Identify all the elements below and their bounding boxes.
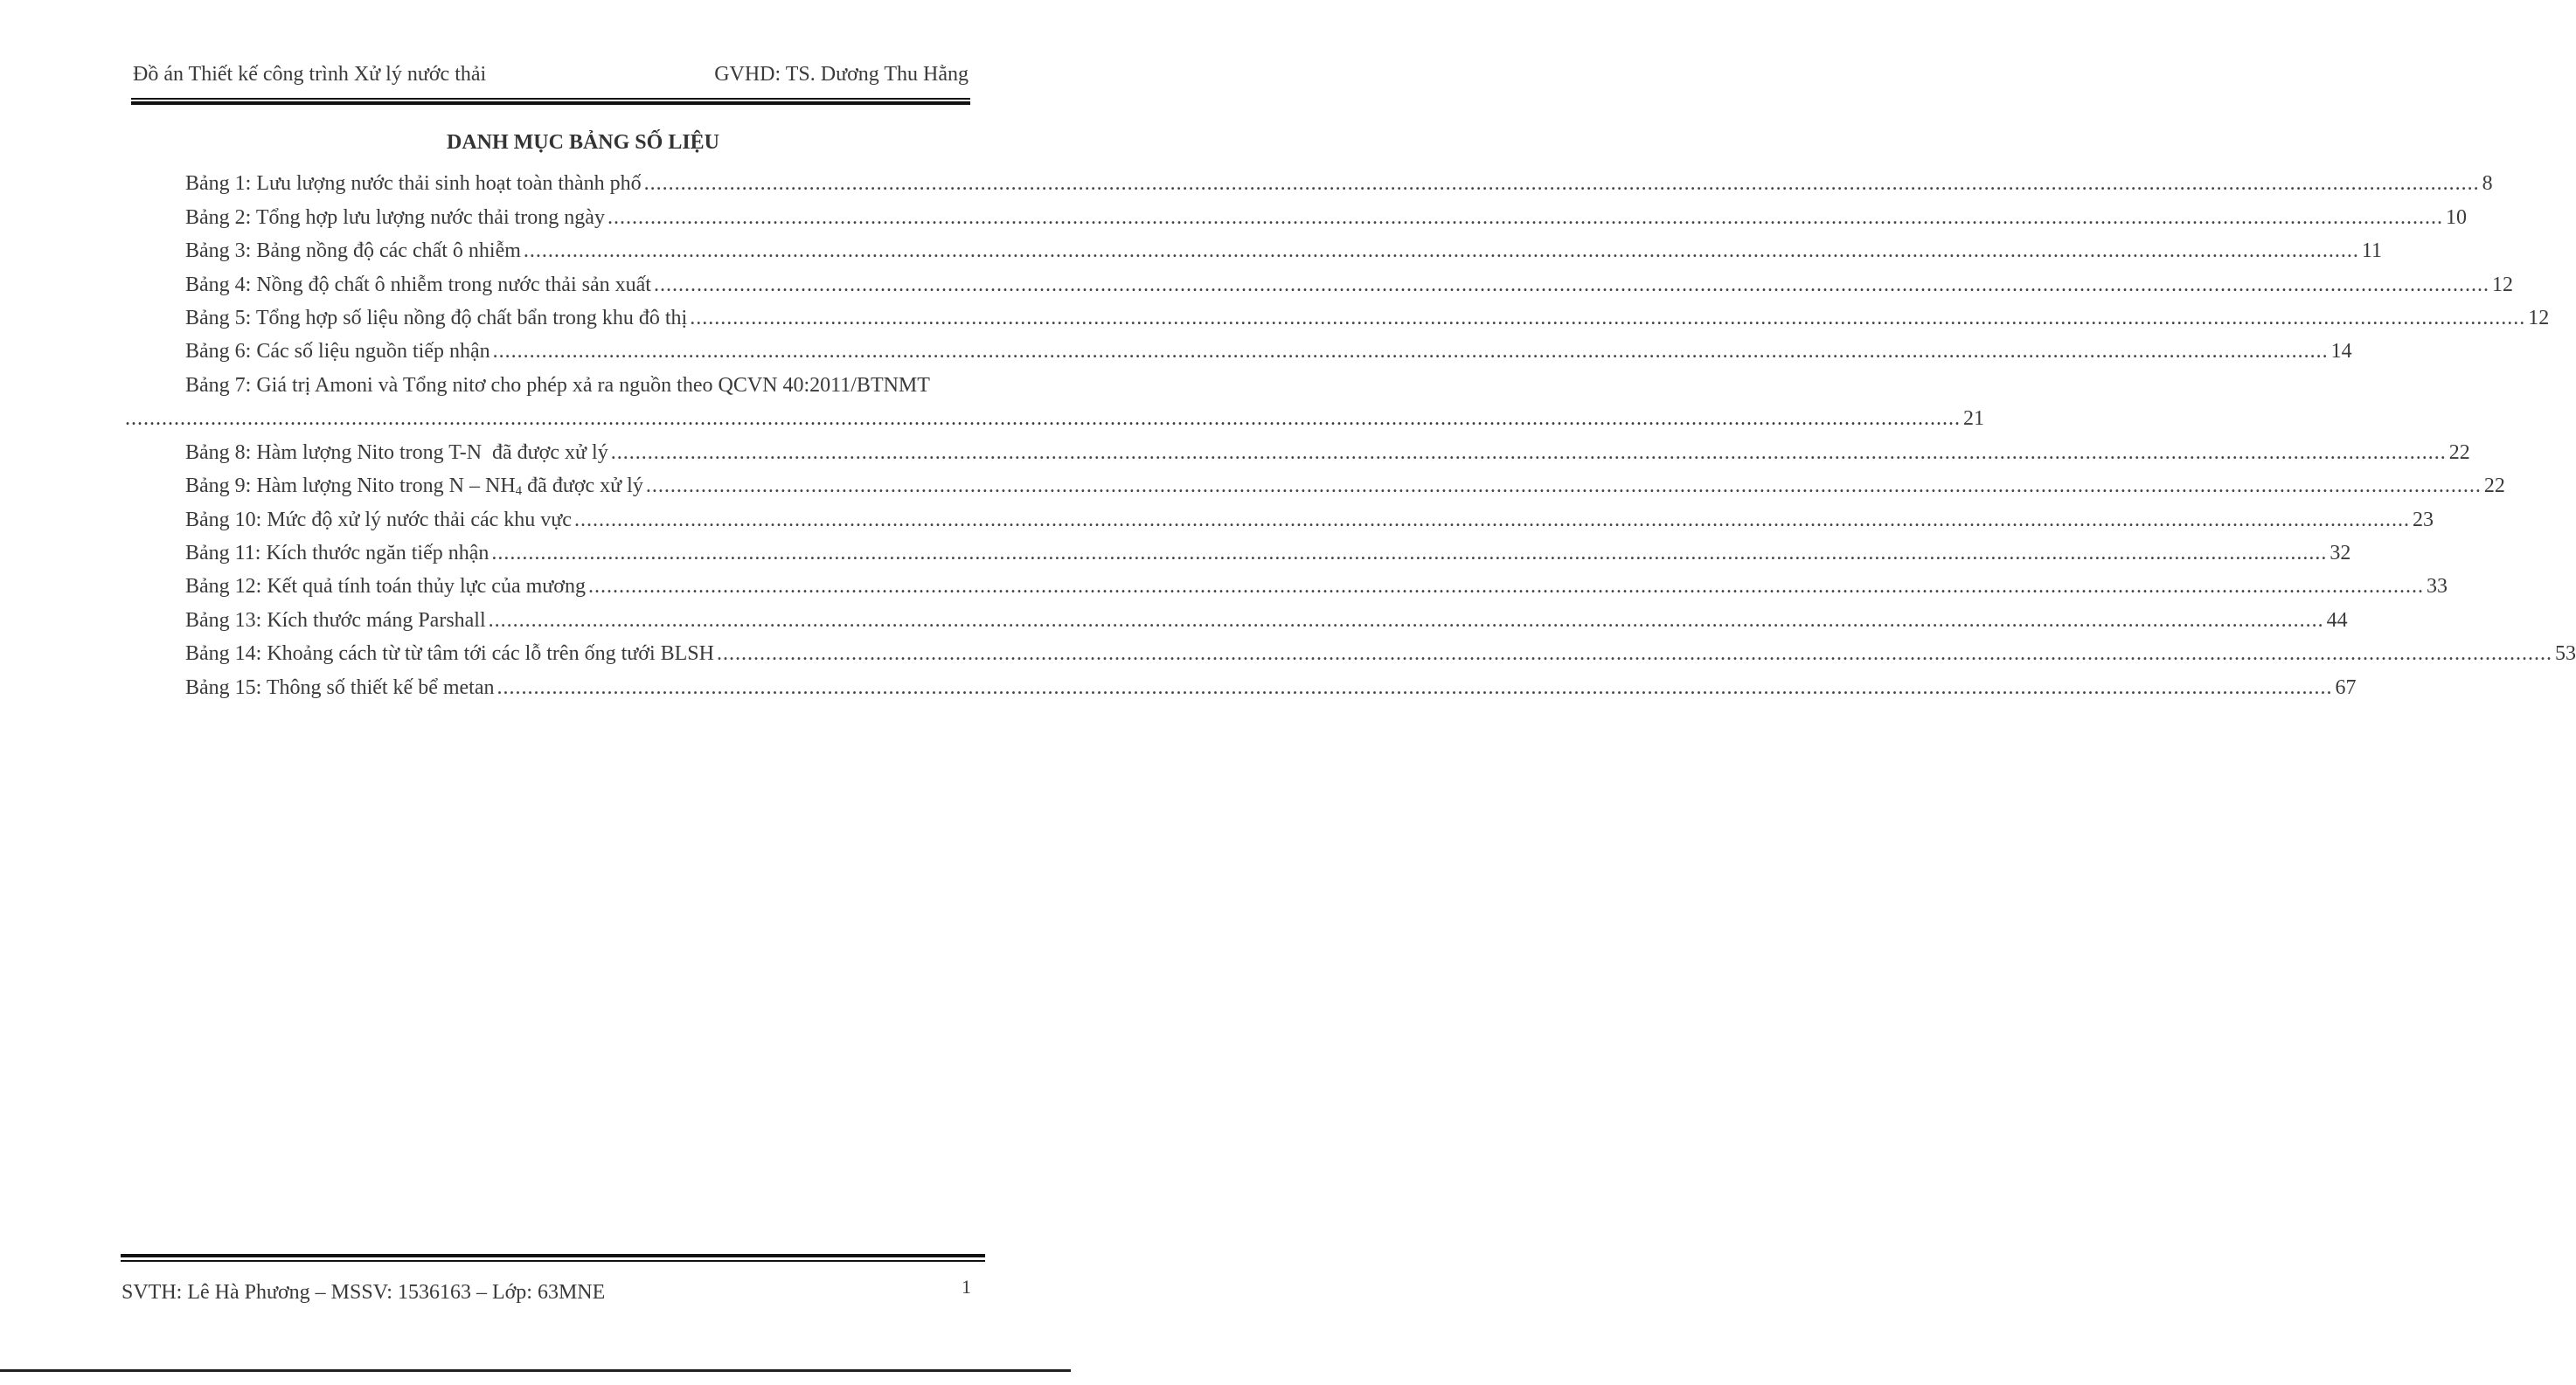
toc-entry-continuation[interactable] <box>125 405 1984 432</box>
toc-entry-page: 44 <box>2326 609 2348 632</box>
dot-leader: ............................................................................................................................................................................................................................................................................................................ <box>607 206 2443 229</box>
toc-entry-text: Bảng 14: Khoảng cách từ từ tâm tới các lỗ trên ống tưới BLSH <box>185 642 714 665</box>
toc-entry-page: 32 <box>2330 542 2351 564</box>
toc-entry-page: 53 <box>2554 642 2576 665</box>
toc-entry[interactable] <box>185 170 2493 197</box>
toc-entry-page: 67 <box>2335 676 2357 699</box>
toc-entry-page: 22 <box>2483 474 2505 497</box>
toc-entry-page: 14 <box>2330 340 2352 363</box>
toc-entry[interactable] <box>185 641 2576 667</box>
toc-entry[interactable] <box>185 540 2351 566</box>
toc-entry-text: Bảng 9: Hàm lượng Nito trong N – $NH_4$ đã được xử lý <box>185 474 643 498</box>
page-number: 1 <box>962 1276 971 1298</box>
toc-entry-page: 21 <box>1963 407 1984 430</box>
toc-entry-page: 11 <box>2361 239 2383 262</box>
dot-leader: ............................................................................................................................................................................................................................................................................................................ <box>653 274 2489 296</box>
toc-entry-page: 33 <box>2426 575 2448 598</box>
dot-leader: ............................................................................................................................................................................................................................................................................................................ <box>492 340 2329 363</box>
toc-entry-text: Bảng 1: Lưu lượng nước thải sinh hoạt toàn thành phố <box>185 172 642 195</box>
toc-entry[interactable] <box>185 440 2470 466</box>
toc-entry-text: Bảng 4: Nồng độ chất ô nhiễm trong nước thải sản xuất <box>185 274 651 296</box>
toc-entry-text: Bảng 3: Bảng nồng độ các chất ô nhiễm <box>185 239 521 262</box>
toc-entry-text: Bảng 5: Tổng hợp số liệu nồng độ chất bẩn trong khu đô thị <box>185 307 688 329</box>
dot-leader: ............................................................................................................................................................................................................................................................................................................ <box>488 609 2324 632</box>
toc-entry-page: 23 <box>2412 509 2434 531</box>
dot-leader: ............................................................................................................................................................................................................................................................................................................ <box>643 172 2480 195</box>
toc-entry-text: Bảng 8: Hàm lượng Nito trong T-N đã được xử lý <box>185 441 608 464</box>
page-header-left: Đồ án Thiết kế công trình Xử lý nước thải <box>133 63 487 86</box>
page-bottom-edge <box>0 1369 1071 1372</box>
toc-entry-page: 10 <box>2445 206 2467 229</box>
dot-leader: ............................................................................................................................................................................................................................................................................................................ <box>716 642 2552 665</box>
toc-entry[interactable] <box>185 204 2467 231</box>
toc-entry-text: Bảng 10: Mức độ xử lý nước thải các khu vực <box>185 509 572 531</box>
toc-entry-text: Bảng 6: Các số liệu nguồn tiếp nhận <box>185 340 490 363</box>
toc-entry[interactable] <box>185 372 985 398</box>
dot-leader: ............................................................................................................................................................................................................................................................................................................ <box>573 509 2410 531</box>
footer-rule-thin <box>121 1260 985 1262</box>
toc-entry-text: Bảng 12: Kết quả tính toán thủy lực của mương <box>185 575 586 598</box>
toc-entry[interactable] <box>185 272 2513 298</box>
toc-entry-page: 12 <box>2491 274 2513 296</box>
toc-entry-page: 8 <box>2482 172 2493 195</box>
toc-entry-page: 22 <box>2448 441 2470 464</box>
toc-entry[interactable] <box>185 507 2434 533</box>
page-footer-left: SVTH: Lê Hà Phương – MSSV: 1536163 – Lớp: 63MNE <box>122 1281 606 1304</box>
toc-entry-text: Bảng 2: Tổng hợp lưu lượng nước thải trong ngày <box>185 206 605 229</box>
page-title: DANH MỤC BẢNG SỐ LIỆU <box>446 131 720 154</box>
toc-entry-text: Bảng 15: Thông số thiết kế bể metan <box>185 676 495 699</box>
toc-entry[interactable] <box>185 607 2348 634</box>
dot-leader: ............................................................................................................................................................................................................................................................................................................ <box>690 307 2526 329</box>
toc-entry[interactable] <box>185 305 2550 331</box>
toc-entry-text: Bảng 11: Kích thước ngăn tiếp nhận <box>185 542 490 564</box>
toc-entry[interactable] <box>185 573 2448 599</box>
toc-entry[interactable] <box>185 675 2357 701</box>
toc-entry-page: 12 <box>2528 307 2550 329</box>
dot-leader: ............................................................................................................................................................................................................................................................................................................ <box>610 441 2447 464</box>
dot-leader: ............................................................................................................................................................................................................................................................................................................ <box>587 575 2424 598</box>
footer-rule-thick <box>121 1254 985 1257</box>
page-header-right: GVHD: TS. Dương Thu Hằng <box>714 63 969 86</box>
dot-leader: ............................................................................................................................................................................................................................................................................................................ <box>125 407 1961 430</box>
toc-entry[interactable] <box>185 338 2352 364</box>
dot-leader: ............................................................................................................................................................................................................................................................................................................ <box>491 542 2328 564</box>
toc-entry-text: Bảng 13: Kích thước máng Parshall <box>185 609 486 632</box>
dot-leader: ............................................................................................................................................................................................................................................................................................................ <box>645 474 2482 497</box>
header-rule-thin <box>131 98 970 100</box>
header-rule-thick <box>131 101 970 105</box>
toc-entry[interactable] <box>185 238 2383 264</box>
toc-entry[interactable] <box>185 473 2505 504</box>
dot-leader: ............................................................................................................................................................................................................................................................................................................ <box>523 239 2359 262</box>
toc-entry-text: Bảng 7: Giá trị Amoni và Tổng nitơ cho phép xả ra nguồn theo QCVN 40:2011/BTNMT <box>185 374 930 397</box>
dot-leader: ............................................................................................................................................................................................................................................................................................................ <box>496 676 2333 699</box>
